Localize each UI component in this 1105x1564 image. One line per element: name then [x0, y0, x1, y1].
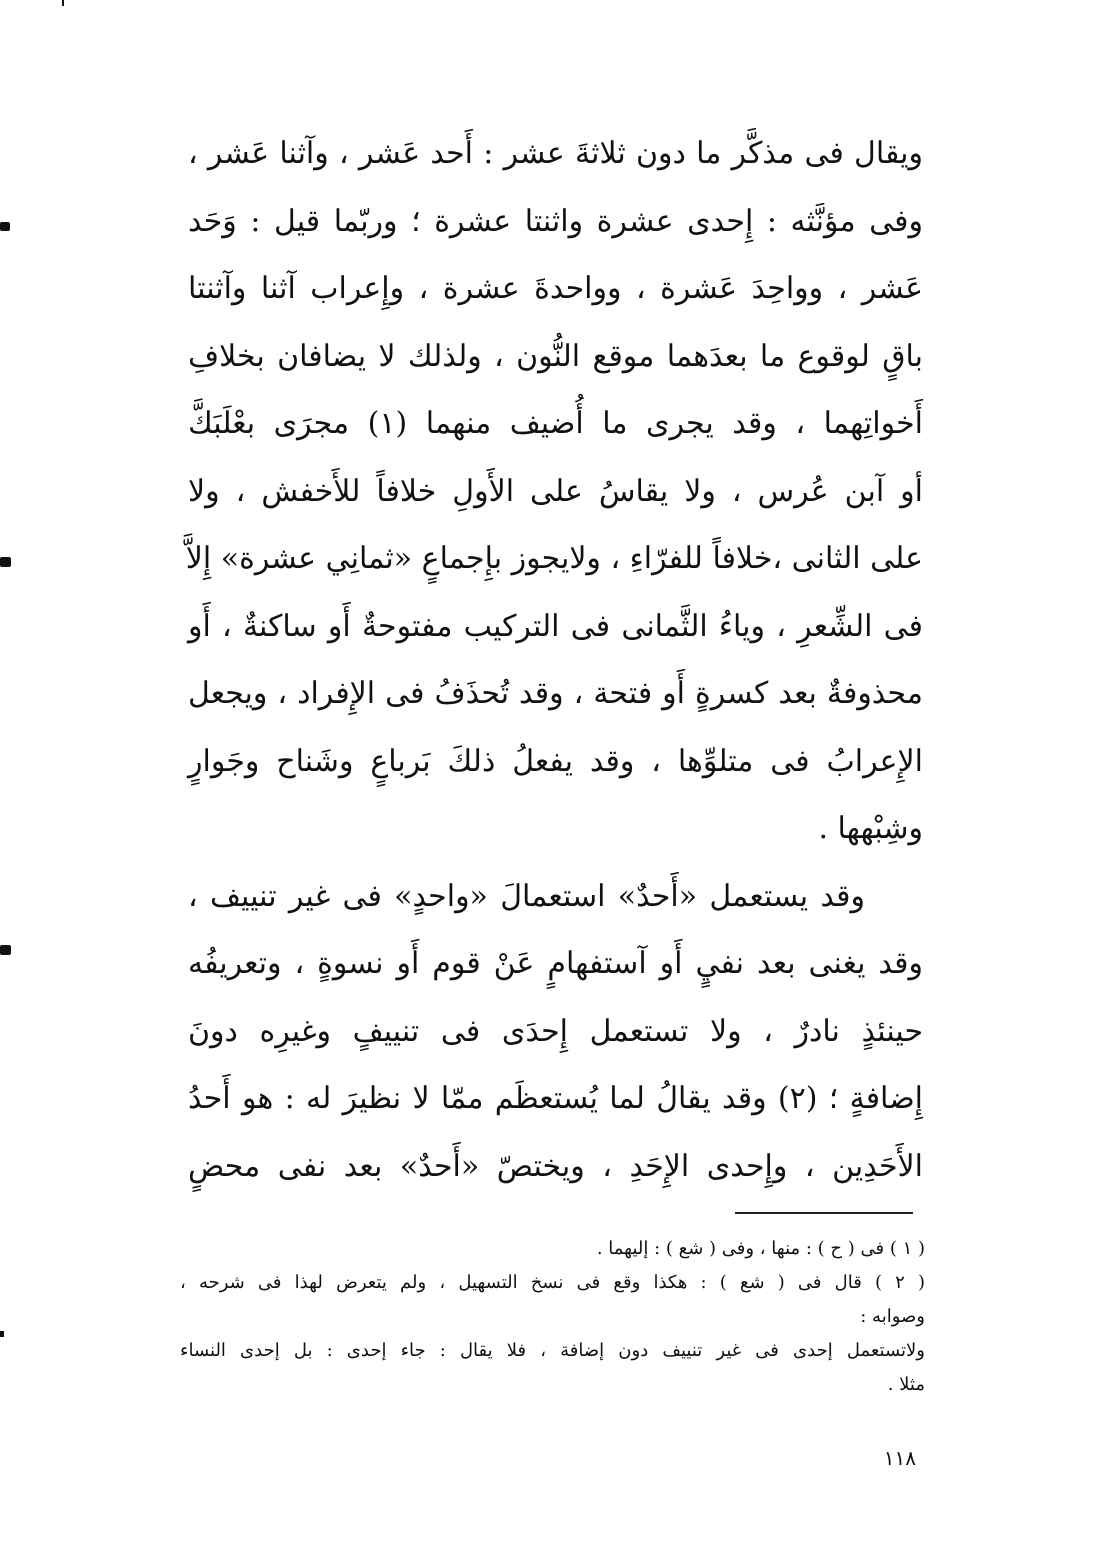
- footnote-2: ( ٢ ) قال فى ( شع ) : هكذا وقع فى نسخ التسهيل ، ولم يتعرض لهذا فى شرحه ،: [180, 1272, 926, 1293]
- text-line: حينئذٍ نادرٌ ، ولا تستعمل إِحدَى فى تنييفٍ وغيرِه دونَ: [188, 1013, 923, 1049]
- text-line: الأَحَدِين ، وإِحدى الإِحَدِ ، ويختصّ «أَحدٌ» بعد نفى محضٍ: [188, 1148, 923, 1184]
- text-line: على الثانى ،خلافاً للفرّاءِ ، ولايجوز بإِجماعٍ «ثمانِي عشرة» إِلاَّ: [185, 541, 923, 576]
- paragraph-start-line: وقد يستعمل «أَحدٌ» استعمالَ «واحدٍ» فى غير تنييف ،: [188, 878, 865, 914]
- scan-mark: [62, 0, 64, 6]
- page-number: ١١٨: [883, 1446, 916, 1470]
- text-line: أَخواتِهما ، وقد يجرى ما أُضيف منهما (١) مجرَى بعْلَبَكَّ: [188, 406, 923, 441]
- footnote-2-quote: ولاتستعمل إحدى فى غير تنييف دون إضافة ، فلا يقال : جاء إحدى : بل إحدى النساء: [180, 1340, 925, 1361]
- text-line: الإِعرابُ فى متلوِّها ، وقد يفعلُ ذلكَ بَرباعٍ وشَناح وجَوارٍ: [188, 743, 923, 779]
- scan-mark: [0, 945, 11, 955]
- footnote-2-continuation: وصوابه :: [860, 1306, 925, 1327]
- text-line: إِضافةٍ ؛ (٢) وقد يقالُ لما يُستعظَم ممّا لا نظيرَ له : هو أَحدُ: [188, 1081, 924, 1116]
- text-line: محذوفةٌ بعد كسرةٍ أَو فتحة ، وقد تُحذَفُ فى الإِفراد ، ويجعل: [188, 676, 923, 711]
- scan-mark: [0, 222, 10, 231]
- text-line: وفى مؤنَّثه : إِحدى عشرة واثنتا عشرة ؛ وربّما قيل : وَحَد: [188, 203, 923, 239]
- footnote-1: ( ١ ) فى ( ح ) : منها ، وفى ( شع ) : إليهما .: [596, 1238, 925, 1259]
- main-text: [185, 120, 924, 1200]
- text-line: فى الشِّعرِ ، وياءُ الثَّمانى فى التركيب مفتوحةٌ أَو ساكنةٌ ، أَو: [188, 608, 923, 644]
- text-line: باقٍ لوقوع ما بعدَهما موقع النُّون ، ولذلك لا يضافان بخلافِ: [188, 338, 923, 374]
- text-line: أو آبن عُرس ، ولا يقاسُ على الأَولِ خلافاً للأَخفش ، ولا: [188, 473, 923, 509]
- text-line: ويقال فى مذكَّر ما دون ثلاثةَ عشر : أَحد عَشر ، وآثنا عَشر ،: [188, 136, 923, 171]
- footnote-divider: [735, 1212, 913, 1214]
- text-line: وقد يغنى بعد نفيٍ أَو آستفهامٍ عَنْ قوم أَو نسوةٍ ، وتعريفُه: [188, 946, 923, 981]
- text-line: عَشر ، وواحِدَ عَشرة ، وواحدةَ عشرة ، وإِعراب آثنا وآثنتا: [188, 271, 923, 306]
- text-line: وشِبْهها .: [818, 811, 923, 846]
- scan-mark: [0, 557, 11, 567]
- footnotes: [180, 1232, 925, 1402]
- footnote-2-quote-end: مثلا .: [887, 1374, 925, 1395]
- scan-mark: [0, 1331, 4, 1337]
